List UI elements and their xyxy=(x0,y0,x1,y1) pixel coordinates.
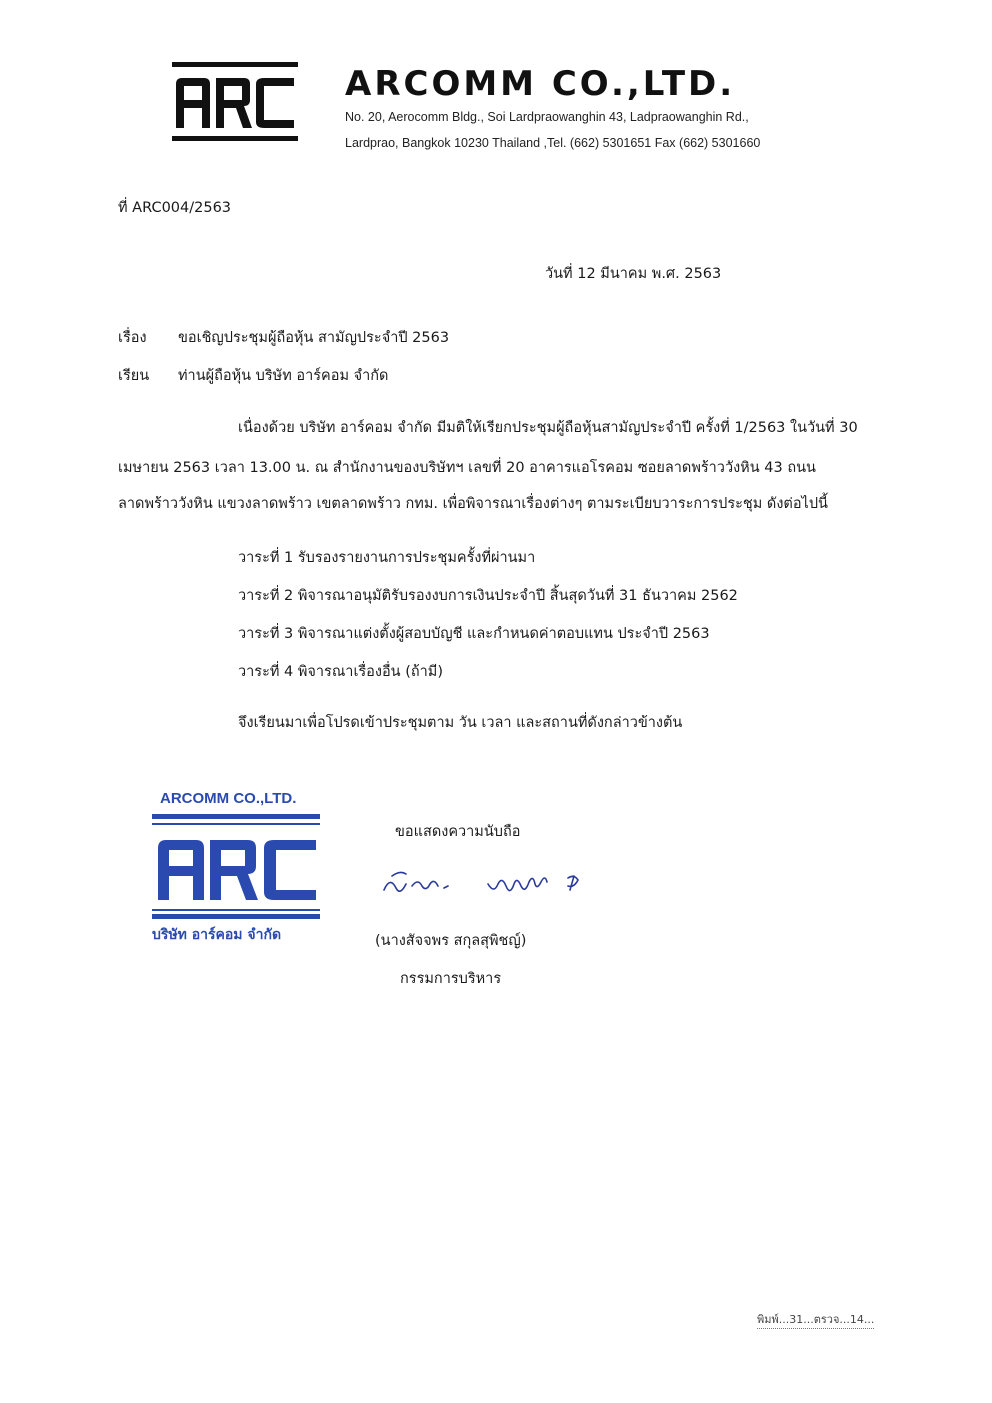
agenda-item-3: วาระที่ 3 พิจารณาแต่งตั้งผู้สอบบัญชี และกำหนดค่าตอบแทน ประจำปี 2563 xyxy=(238,626,710,642)
body-line-1: เนื่องด้วย บริษัท อาร์คอม จำกัด มีมติให้เรียกประชุมผู้ถือหุ้นสามัญประจำปี ครั้งที่ 1/2563 ในวันที่ 30 xyxy=(238,420,858,436)
signer-title: กรรมการบริหาร xyxy=(400,971,502,987)
agenda-item-2: วาระที่ 2 พิจารณาอนุมัติรับรองงบการเงินประจำปี สิ้นสุดวันที่ 31 ธันวาคม 2562 xyxy=(238,588,738,604)
company-logo xyxy=(172,62,298,142)
closing-line: จึงเรียนมาเพื่อโปรดเข้าประชุมตาม วัน เวลา และสถานที่ดังกล่าวข้างต้น xyxy=(238,715,683,731)
letter-date: วันที่ 12 มีนาคม พ.ศ. 2563 xyxy=(545,266,722,282)
typist-checker-note: พิมพ์...31...ตรวจ...14... xyxy=(757,1310,874,1329)
company-address-line1: No. 20, Aerocomm Bldg., Soi Lardpraowanghin 43, Ladpraowanghin Rd., xyxy=(345,110,749,124)
body-line-3: ลาดพร้าววังหิน แขวงลาดพร้าว เขตลาดพร้าว กทม. เพื่อพิจารณาเรื่องต่างๆ ตามระเบียบวาระการประชุม ดังต่อไปนี้ xyxy=(118,496,828,512)
company-name: ARCOMM CO.,LTD. xyxy=(345,64,736,104)
subject-text: ขอเชิญประชุมผู้ถือหุ้น สามัญประจำปี 2563 xyxy=(178,330,450,346)
stamp-company-name: ARCOMM CO.,LTD. xyxy=(160,790,297,807)
company-address-line2: Lardprao, Bangkok 10230 Thailand ,Tel. (662) 5301651 Fax (662) 5301660 xyxy=(345,136,761,150)
body-line-2: เมษายน 2563 เวลา 13.00 น. ณ สำนักงานของบริษัทฯ เลขที่ 20 อาคารแอโรคอม ซอยลาดพร้าววังหิน 43 ถนน xyxy=(118,460,816,476)
recipient-label: เรียน xyxy=(118,368,150,384)
handwritten-signature xyxy=(378,868,598,908)
regards-text: ขอแสดงความนับถือ xyxy=(395,824,521,840)
subject-label: เรื่อง xyxy=(118,330,147,346)
agenda-item-4: วาระที่ 4 พิจารณาเรื่องอื่น (ถ้ามี) xyxy=(238,664,443,680)
reference-number: ที่ ARC004/2563 xyxy=(118,200,232,216)
stamp-thai-name: บริษัท อาร์คอม จำกัด xyxy=(152,927,282,943)
agenda-item-1: วาระที่ 1 รับรองรายงานการประชุมครั้งที่ผ่านมา xyxy=(238,550,536,566)
signer-name: (นางสัจจพร สกุลสุพิชญ์) xyxy=(375,933,527,949)
stamp-logo xyxy=(150,814,322,920)
recipient-text: ท่านผู้ถือหุ้น บริษัท อาร์คอม จำกัด xyxy=(178,368,389,384)
